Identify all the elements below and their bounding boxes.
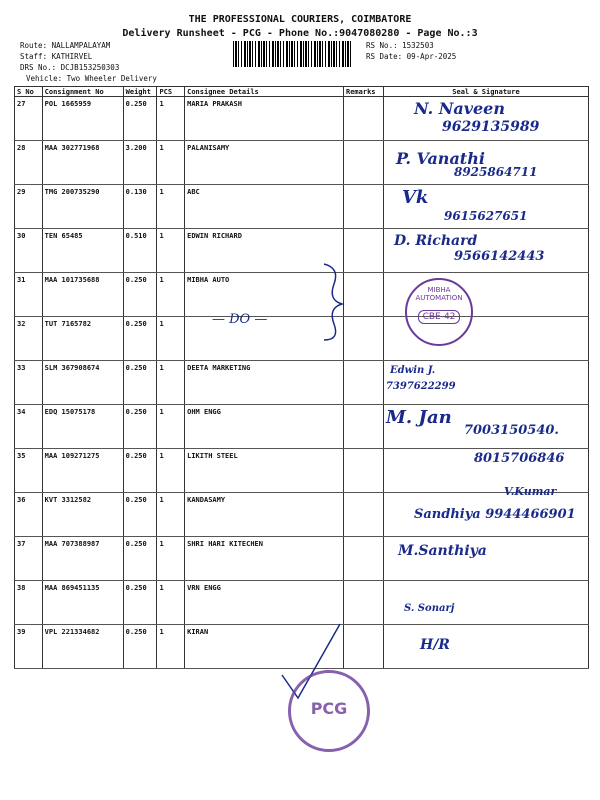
remarks-cell bbox=[344, 537, 384, 581]
consignment-cell: KVT 3312582 bbox=[42, 493, 123, 537]
handwritten-phone: 7397622299 bbox=[385, 381, 456, 392]
handwritten-signature: D. Richard bbox=[393, 233, 478, 249]
sno-cell: 30 bbox=[15, 229, 43, 273]
remarks-cell bbox=[344, 185, 384, 229]
table-row bbox=[15, 141, 589, 185]
weight-cell: 0.250 bbox=[123, 581, 157, 625]
sno-cell: 39 bbox=[15, 625, 43, 669]
brace-mark bbox=[318, 262, 348, 342]
signature-cell bbox=[383, 449, 588, 493]
handwritten-phone: 9566142443 bbox=[453, 249, 545, 264]
company-stamp bbox=[405, 278, 473, 346]
consignment-cell: MAA 302771968 bbox=[42, 141, 123, 185]
weight-cell: 0.250 bbox=[123, 273, 157, 317]
remarks-cell bbox=[344, 141, 384, 185]
drs-info: DRS No.: DCJB153250303 bbox=[20, 63, 120, 72]
consignee-cell: MARIA PRAKASH bbox=[185, 97, 344, 141]
sno-cell: 29 bbox=[15, 185, 43, 229]
pcs-cell: 1 bbox=[157, 317, 185, 361]
remarks-cell bbox=[344, 493, 384, 537]
handwritten-signature: S. Sonarj bbox=[403, 603, 455, 614]
pcs-cell: 1 bbox=[157, 581, 185, 625]
consignment-cell: MAA 101735688 bbox=[42, 273, 123, 317]
remarks-cell bbox=[344, 273, 384, 317]
weight-cell: 0.250 bbox=[123, 449, 157, 493]
sno-cell: 34 bbox=[15, 405, 43, 449]
sno-cell: 36 bbox=[15, 493, 43, 537]
handwritten-signature: H/R bbox=[419, 637, 450, 653]
signature-cell bbox=[383, 405, 588, 449]
consignee-cell: KANDASAMY bbox=[185, 493, 344, 537]
consignment-cell: MAA 109271275 bbox=[42, 449, 123, 493]
handwritten-signature: Edwin J. bbox=[389, 365, 436, 376]
col-seal-signature: Seal & Signature bbox=[383, 87, 588, 97]
runsheet-subtitle: Delivery Runsheet - PCG - Phone No.:9047080280 - Page No.:3 bbox=[122, 28, 478, 39]
ditto-mark: — DO — bbox=[212, 312, 268, 327]
handwritten-phone: 8015706846 bbox=[473, 451, 565, 466]
table-row bbox=[15, 185, 589, 229]
pcs-cell: 1 bbox=[157, 405, 185, 449]
weight-cell: 0.130 bbox=[123, 185, 157, 229]
signature-cell bbox=[383, 581, 588, 625]
sno-cell: 33 bbox=[15, 361, 43, 405]
col-consignment: Consignment No bbox=[42, 87, 123, 97]
stamp-center: CBE-42 bbox=[418, 310, 461, 324]
col-consignee: Consignee Details bbox=[185, 87, 344, 97]
weight-cell: 0.250 bbox=[123, 537, 157, 581]
consignment-cell: MAA 707388987 bbox=[42, 537, 123, 581]
route-info: Route: NALLAMPALAYAM bbox=[20, 41, 111, 50]
consignee-cell: PALANISAMY bbox=[185, 141, 344, 185]
handwritten-phone: 9629135989 bbox=[441, 119, 540, 135]
col-pcs: PCS bbox=[157, 87, 185, 97]
pcs-cell: 1 bbox=[157, 625, 185, 669]
sno-cell: 32 bbox=[15, 317, 43, 361]
office-stamp bbox=[288, 670, 370, 752]
table-row bbox=[15, 493, 589, 537]
consignment-cell: TMG 200735290 bbox=[42, 185, 123, 229]
stamp-text: MIBHA AUTOMATION bbox=[415, 286, 463, 302]
consignment-cell: MAA 869451135 bbox=[42, 581, 123, 625]
weight-cell: 0.250 bbox=[123, 361, 157, 405]
rs-date: RS Date: 09-Apr-2025 bbox=[366, 52, 457, 61]
weight-cell: 0.250 bbox=[123, 493, 157, 537]
signature-cell bbox=[383, 185, 588, 229]
pcs-cell: 1 bbox=[157, 493, 185, 537]
consignee-cell: EDWIN RICHARD bbox=[185, 229, 344, 273]
weight-cell: 0.250 bbox=[123, 97, 157, 141]
table-row bbox=[15, 361, 589, 405]
consignment-cell: SLM 367908674 bbox=[42, 361, 123, 405]
pcs-cell: 1 bbox=[157, 537, 185, 581]
remarks-cell bbox=[344, 317, 384, 361]
rs-number: RS No.: 1532503 bbox=[366, 41, 434, 50]
weight-cell: 0.250 bbox=[123, 317, 157, 361]
handwritten-phone: Sandhiya 9944466901 bbox=[413, 507, 576, 522]
runsheet-table bbox=[14, 86, 589, 669]
remarks-cell bbox=[344, 405, 384, 449]
table-row bbox=[15, 537, 589, 581]
sno-cell: 35 bbox=[15, 449, 43, 493]
handwritten-signature: Vk bbox=[401, 187, 429, 208]
signature-cell bbox=[383, 485, 588, 537]
weight-cell: 0.250 bbox=[123, 405, 157, 449]
signature-cell bbox=[383, 537, 588, 581]
handwritten-signature: P. Vanathi bbox=[395, 149, 485, 168]
pcs-cell: 1 bbox=[157, 449, 185, 493]
pcs-cell: 1 bbox=[157, 229, 185, 273]
consignee-cell: DEETA MARKETING bbox=[185, 361, 344, 405]
sno-cell: 38 bbox=[15, 581, 43, 625]
weight-cell: 0.510 bbox=[123, 229, 157, 273]
consignment-cell: TEN 65485 bbox=[42, 229, 123, 273]
table-row bbox=[15, 273, 589, 317]
weight-cell: 0.250 bbox=[123, 625, 157, 669]
col-sno: S No bbox=[15, 87, 43, 97]
handwritten-signature: M.Santhiya bbox=[397, 543, 487, 559]
signature-cell bbox=[383, 625, 588, 669]
remarks-cell bbox=[344, 361, 384, 405]
staff-info: Staff: KATHIRVEL bbox=[20, 52, 93, 61]
signature-cell bbox=[383, 229, 588, 273]
handwritten-phone: 8925864711 bbox=[453, 165, 538, 179]
company-title: THE PROFESSIONAL COURIERS, COIMBATORE bbox=[188, 14, 412, 25]
table-row bbox=[15, 317, 589, 361]
remarks-cell bbox=[344, 581, 384, 625]
vehicle-info: Vehicle: Two Wheeler Delivery bbox=[26, 74, 157, 83]
pcs-cell: 1 bbox=[157, 273, 185, 317]
consignee-cell: ABC bbox=[185, 185, 344, 229]
sno-cell: 28 bbox=[15, 141, 43, 185]
sno-cell: 37 bbox=[15, 537, 43, 581]
remarks-cell bbox=[344, 97, 384, 141]
handwritten-phone: 9615627651 bbox=[443, 209, 528, 223]
signature-cell bbox=[383, 141, 588, 185]
consignee-cell: KIRAN bbox=[185, 625, 344, 669]
consignee-cell: OHM ENGG bbox=[185, 405, 344, 449]
handwritten-phone: 7003150540. bbox=[463, 423, 559, 438]
signature-cell bbox=[383, 97, 588, 141]
table-row bbox=[15, 97, 589, 141]
sno-cell: 31 bbox=[15, 273, 43, 317]
handwritten-signature: N. Naveen bbox=[413, 99, 505, 118]
sno-cell: 27 bbox=[15, 97, 43, 141]
remarks-cell bbox=[344, 229, 384, 273]
remarks-cell bbox=[344, 449, 384, 493]
signature-cell bbox=[383, 361, 588, 405]
consignment-cell: EDQ 15075178 bbox=[42, 405, 123, 449]
col-remarks: Remarks bbox=[344, 87, 384, 97]
weight-cell: 3.200 bbox=[123, 141, 157, 185]
consignment-cell: VPL 221334682 bbox=[42, 625, 123, 669]
pcs-cell: 1 bbox=[157, 185, 185, 229]
consignee-cell: MIBHA AUTO bbox=[185, 273, 344, 317]
pcs-cell: 1 bbox=[157, 141, 185, 185]
office-stamp-text: PCG bbox=[310, 699, 348, 718]
table-row bbox=[15, 405, 589, 449]
pcs-cell: 1 bbox=[157, 361, 185, 405]
consignment-cell: POL 1665959 bbox=[42, 97, 123, 141]
table-row bbox=[15, 229, 589, 273]
handwritten-signature: V.Kumar bbox=[503, 485, 557, 498]
table-row bbox=[15, 449, 589, 493]
consignee-cell: LIKITH STEEL bbox=[185, 449, 344, 493]
consignment-cell: TUT 7165782 bbox=[42, 317, 123, 361]
pcs-cell: 1 bbox=[157, 97, 185, 141]
col-weight: Weight bbox=[123, 87, 157, 97]
consignee-cell: VRN ENGG bbox=[185, 581, 344, 625]
barcode-icon bbox=[233, 41, 353, 67]
table-row bbox=[15, 581, 589, 625]
consignee-cell: SHRI HARI KITECHEN bbox=[185, 537, 344, 581]
handwritten-signature: M. Jan bbox=[385, 407, 452, 428]
table-header-row bbox=[15, 87, 589, 97]
